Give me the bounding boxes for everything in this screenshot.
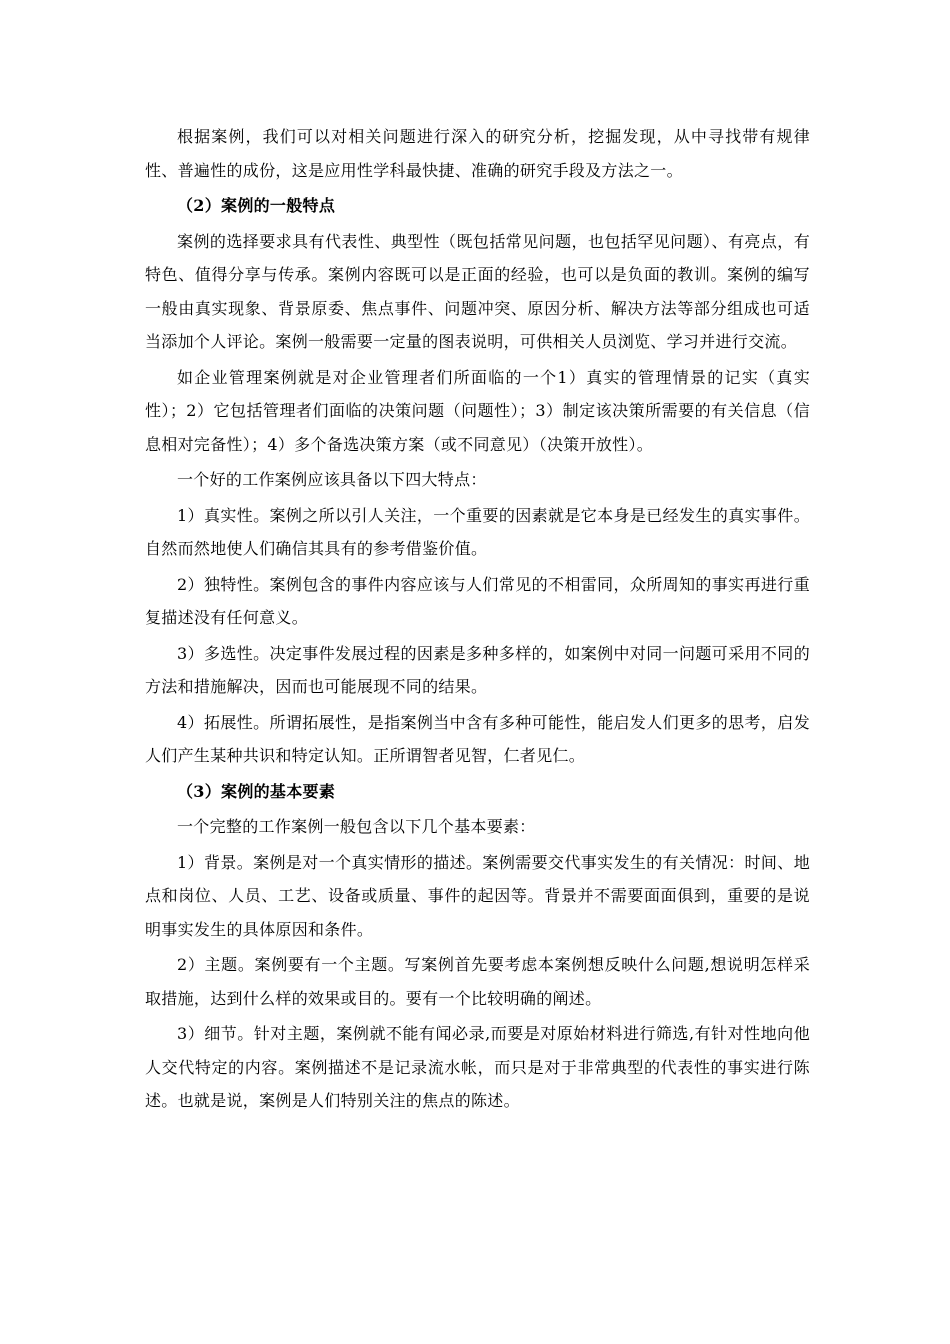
paragraph: 一个好的工作案例应该具备以下四大特点： (177, 470, 487, 489)
list-paragraph: 3）多选性。决定事件发展过程的因素是多种多样的，如案例中对同一问题可采用不同的方法和措施解决，因而也可能展现不同的结果。 (145, 643, 810, 696)
paragraph: 案例的选择要求具有代表性、典型性（既包括常见问题，也包括罕见问题）、有亮点，有特色、值得分享与传承。案例内容既可以是正面的经验，也可以是负面的教训。案例的编写一般由真实现象、背景原委、焦点事件、问题冲突、原因分析、解决方法等部分组成也可适当添加个人评论。案例一般需要一定量的图表说明，可供相关人员浏览、学习并进行交流。 (145, 231, 810, 351)
section-heading: （2）案例的一般特点 (177, 196, 336, 215)
paragraph: 一个完整的工作案例一般包含以下几个基本要素： (177, 817, 536, 836)
list-paragraph: 3）细节。针对主题，案例就不能有闻必录,而要是对原始材料进行筛选,有针对性地向他人交代特定的内容。案例描述不是记录流水帐，而只是对于非常典型的代表性的事实进行陈述。也就是说，案例是人们特别关注的焦点的陈述。 (145, 1024, 810, 1110)
document-body (145, 120, 810, 1120)
list-paragraph: 2）主题。案例要有一个主题。写案例首先要考虑本案例想反映什么问题,想说明怎样采取措施，达到什么样的效果或目的。要有一个比较明确的阐述。 (145, 955, 810, 1008)
list-paragraph: 1）背景。案例是对一个真实情形的描述。案例需要交代事实发生的有关情况：时间、地点和岗位、人员、工艺、设备或质量、事件的起因等。背景并不需要面面俱到，重要的是说明事实发生的具体原因和条件。 (145, 852, 810, 939)
list-paragraph: 2）独特性。案例包含的事件内容应该与人们常见的不相雷同，众所周知的事实再进行重复描述没有任何意义。 (145, 574, 810, 627)
paragraph: 根据案例，我们可以对相关问题进行深入的研究分析，挖掘发现，从中寻找带有规律性、普遍性的成份，这是应用性学科最快捷、准确的研究手段及方法之一。 (145, 127, 810, 180)
list-paragraph: 1）真实性。案例之所以引人关注，一个重要的因素就是它本身是已经发生的真实事件。自然而然地使人们确信其具有的参考借鉴价值。 (145, 505, 810, 558)
list-paragraph: 4）拓展性。所谓拓展性，是指案例当中含有多种可能性，能启发人们更多的思考，启发人们产生某种共识和特定认知。正所谓智者见智，仁者见仁。 (145, 712, 810, 765)
paragraph: 如企业管理案例就是对企业管理者们所面临的一个1）真实的管理情景的记实（真实性）；2）它包括管理者们面临的决策问题（问题性）；3）制定该决策所需要的有关信息（信息相对完备性）；4）多个备选决策方案（或不同意见）（决策开放性）。 (145, 367, 810, 454)
section-heading: （3）案例的基本要素 (177, 781, 336, 801)
